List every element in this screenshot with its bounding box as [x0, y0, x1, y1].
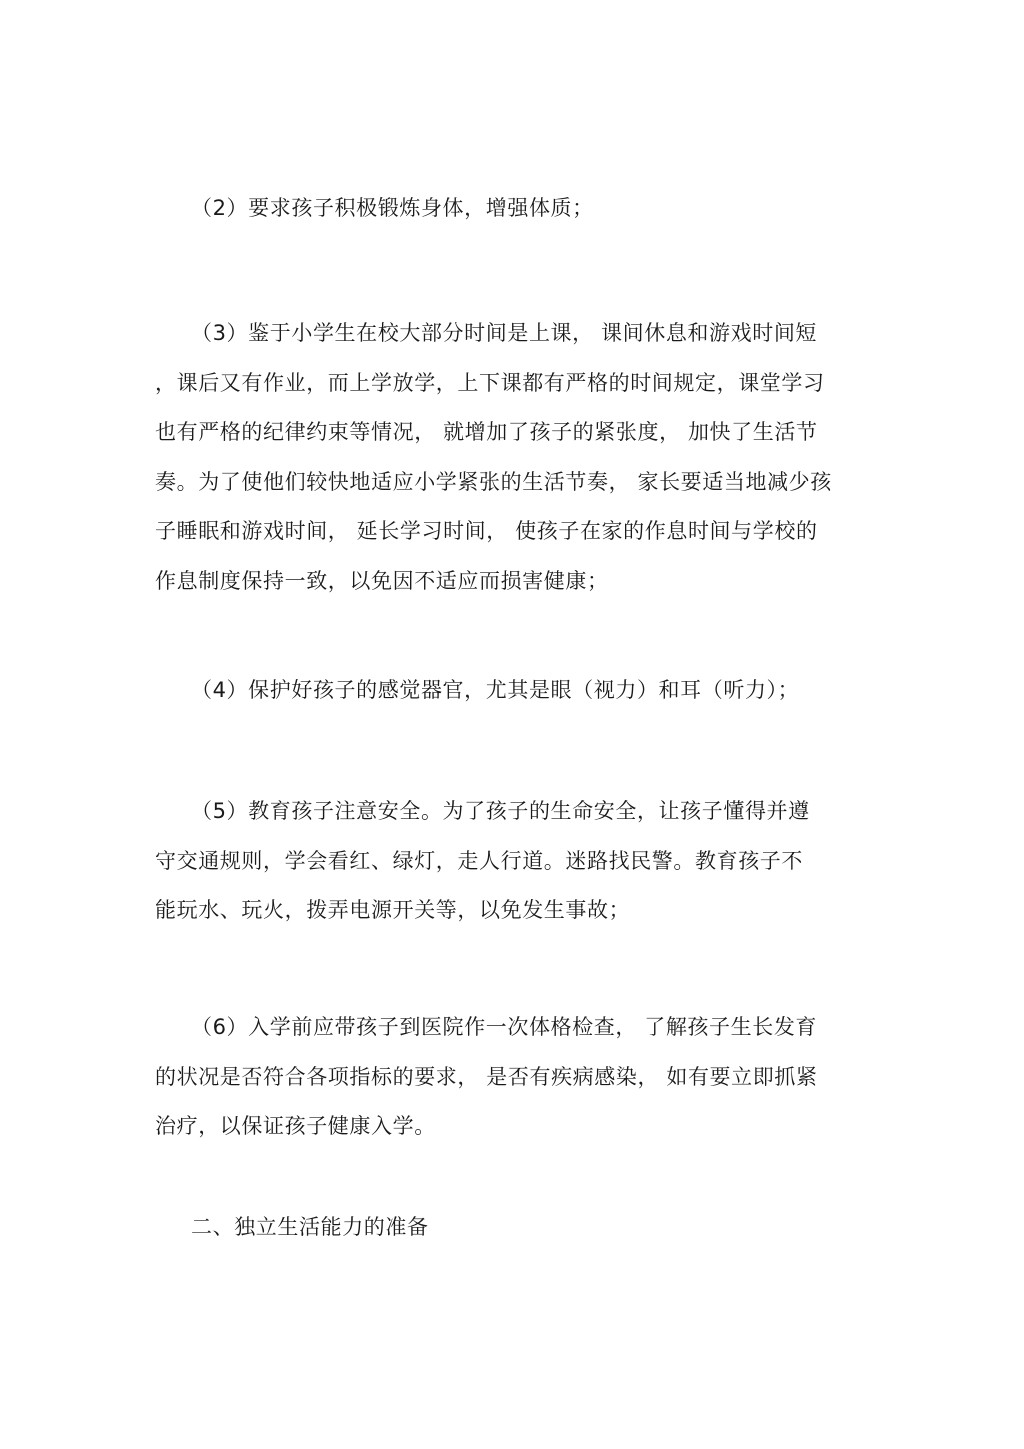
text-line: （6）入学前应带孩子到医院作一次体格检查， 了解孩子生长发育: [191, 1015, 818, 1039]
list-item-5: [155, 787, 875, 936]
text-line: 能玩水、玩火，拨弄电源开关等，以免发生事故；: [155, 898, 631, 922]
text-line: （3）鉴于小学生在校大部分时间是上课， 课间休息和游戏时间短: [191, 321, 818, 345]
text-line: （5）教育孩子注意安全。为了孩子的生命安全，让孩子懂得并遵: [191, 799, 810, 823]
text-line: （2）要求孩子积极锻炼身体，增强体质；: [191, 196, 594, 220]
text-line: 子睡眠和游戏时间， 延长学习时间， 使孩子在家的作息时间与学校的: [155, 519, 818, 543]
text-line: 守交通规则，学会看红、绿灯，走人行道。迷路找民警。教育孩子不: [155, 848, 803, 873]
text-line: 奏。为了使他们较快地适应小学紧张的生活节奏， 家长要适当地减少孩: [155, 469, 832, 494]
list-item-6: [155, 1003, 875, 1152]
text-line: 也有严格的纪律约束等情况， 就增加了孩子的紧张度， 加快了生活节: [155, 420, 818, 444]
text-line: （4）保护好孩子的感觉器官，尤其是眼（视力）和耳（听力）；: [191, 678, 800, 702]
text-line: ，课后又有作业，而上学放学，上下课都有严格的时间规定，课堂学习: [155, 370, 825, 395]
list-item-3: [155, 309, 875, 606]
text-line: 的状况是否符合各项指标的要求， 是否有疾病感染， 如有要立即抓紧: [155, 1064, 818, 1089]
text-line: 作息制度保持一致，以免因不适应而损害健康；: [155, 568, 609, 593]
section-heading-text: 二、独立生活能力的准备: [191, 1215, 429, 1239]
list-item-2: [155, 184, 875, 234]
list-item-4: [155, 666, 875, 716]
text-line: 治疗，以保证孩子健康入学。: [155, 1114, 436, 1138]
section-heading: [155, 1203, 875, 1253]
